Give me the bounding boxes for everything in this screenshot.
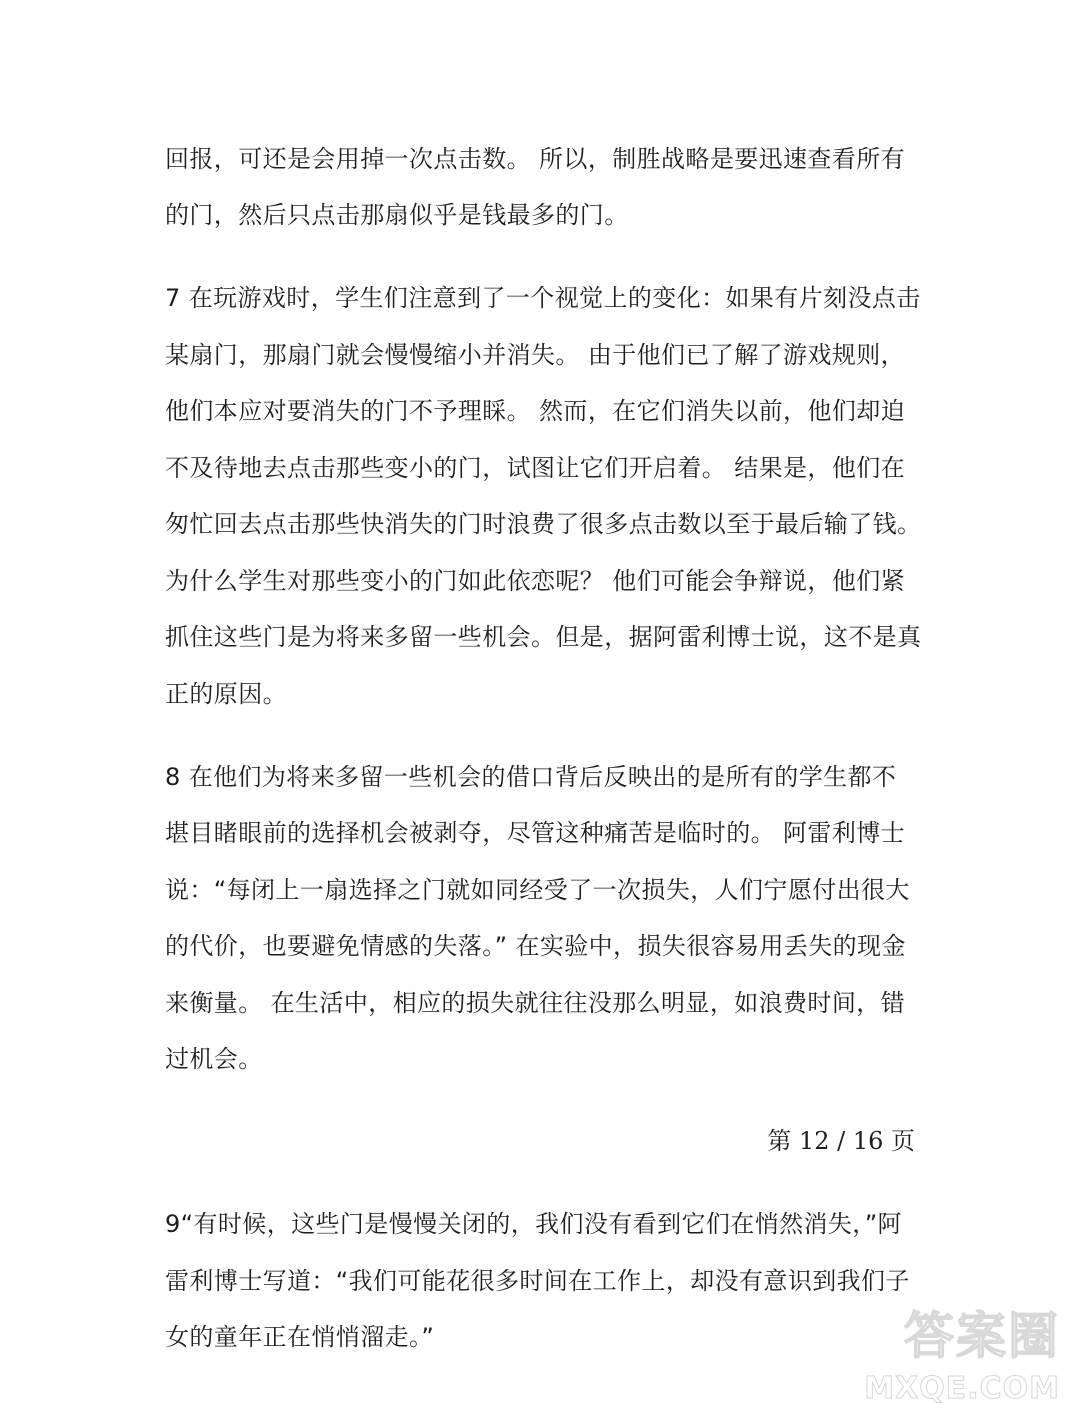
paragraph-8-line-1: 8 在他们为将来多留一些机会的借口背后反映出的是所有的学生都不 xyxy=(165,763,897,791)
paragraph-8-line-3: 说：“每闭上一扇选择之门就如同经受了一次损失，人们宁愿付出很大 xyxy=(165,876,910,904)
watermark xyxy=(860,1296,1060,1406)
paragraph-8-line-6: 过机会。 xyxy=(165,1045,263,1073)
paragraph-7-line-5: 匆忙回去点击那些快消失的门时浪费了很多点击数以至于最后输了钱。 xyxy=(165,510,922,538)
paragraph-8-line-4: 的代价，也要避免情感的失落。” 在实验中，损失很容易用丢失的现金 xyxy=(165,932,906,960)
paragraph-7-line-2: 某扇门，那扇门就会慢慢缩小并消失。 由于他们已了解了游戏规则， xyxy=(165,341,906,369)
paragraph-8-line-5: 来衡量。 在生活中，相应的损失就往往没那么明显，如浪费时间，错 xyxy=(165,989,906,1017)
paragraph-9-line-3: 女的童年正在悄悄溜走。” xyxy=(165,1323,435,1351)
paragraph-6-line-2: 的门，然后只点击那扇似乎是钱最多的门。 xyxy=(165,201,629,229)
paragraph-7-line-4: 不及待地去点击那些变小的门，试图让它们开启着。 结果是，他们在 xyxy=(165,454,906,482)
paragraph-7-line-1: 7 在玩游戏时，学生们注意到了一个视觉上的变化：如果有片刻没点击 xyxy=(165,284,921,312)
paragraph-9-line-2: 雷利博士写道：“我们可能花很多时间在工作上，却没有意识到我们子 xyxy=(165,1267,910,1295)
watermark-logo: 答案圈 xyxy=(904,1307,1060,1365)
paragraph-7-line-8: 正的原因。 xyxy=(165,680,287,708)
paragraph-6-line-1: 回报，可还是会用掉一次点击数。 所以，制胜战略是要迅速查看所有 xyxy=(165,145,906,173)
page-number: 第 12 / 16 页 xyxy=(767,1127,915,1155)
paragraph-7-line-6: 为什么学生对那些变小的门如此依恋呢？ 他们可能会争辩说，他们紧 xyxy=(165,567,906,595)
paragraph-8-line-2: 堪目睹眼前的选择机会被剥夺，尽管这种痛苦是临时的。 阿雷利博士 xyxy=(165,819,906,847)
paragraph-7-line-7: 抓住这些门是为将来多留一些机会。但是，据阿雷利博士说，这不是真 xyxy=(165,623,922,651)
paragraph-7-line-3: 他们本应对要消失的门不予理睬。 然而，在它们消失以前，他们却迫 xyxy=(165,397,906,425)
paragraph-9-line-1: 9“有时候，这些门是慢慢关闭的，我们没有看到它们在悄然消失，”阿 xyxy=(165,1210,902,1238)
watermark-domain: MXQE.COM xyxy=(864,1371,1060,1406)
